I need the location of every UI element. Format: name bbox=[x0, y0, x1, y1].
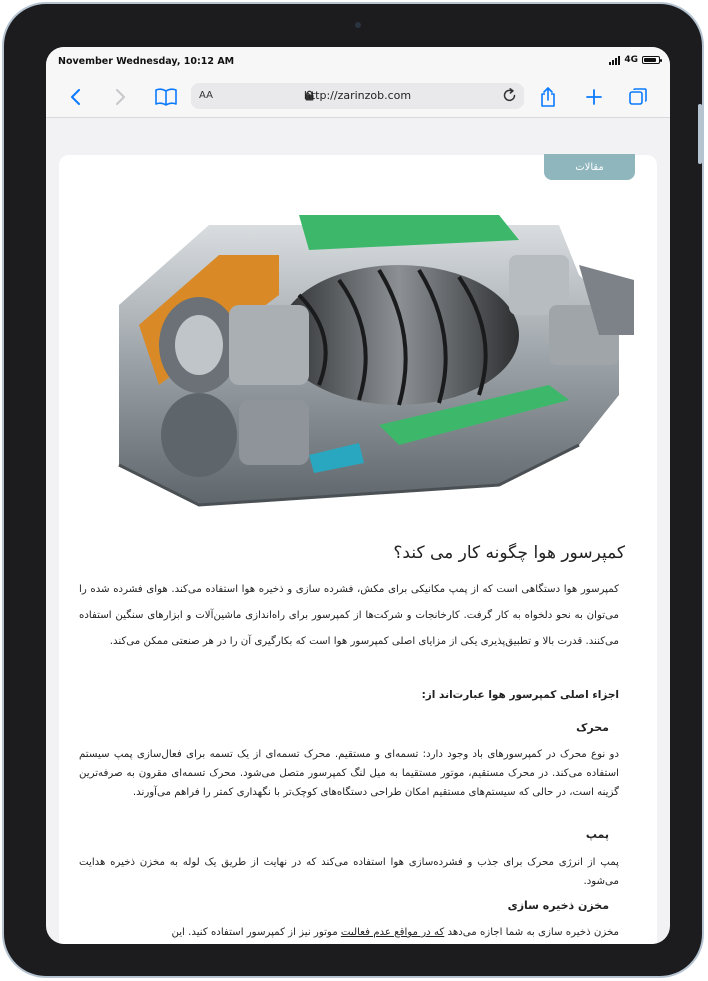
parts-heading: اجزاء اصلی کمپرسور هوا عبارت‌اند از: bbox=[421, 689, 619, 701]
plus-icon bbox=[586, 89, 602, 105]
tank-text-start: مخزن ذخیره سازی به شما اجازه می‌دهد bbox=[444, 927, 619, 938]
section-heading-tank: مخزن ذخیره سازی bbox=[507, 899, 609, 912]
category-badge[interactable]: مقالات bbox=[544, 154, 635, 180]
address-bar[interactable] bbox=[191, 83, 524, 109]
section-body-pump: پمپ از انرژی محرک برای جذب و فشرده‌سازی هوا استفاده می‌کند که در نهایت از طریق یک لوله به مخزن ذخیره هدایت می‌شود. bbox=[79, 857, 619, 887]
status-indicators bbox=[609, 55, 660, 65]
back-button[interactable] bbox=[62, 83, 90, 111]
hero-image bbox=[79, 185, 639, 515]
compressor-illustration bbox=[79, 185, 639, 515]
reload-icon[interactable] bbox=[502, 88, 517, 103]
article-intro: کمپرسور هوا دستگاهی است که از پمپ مکانیکی برای مکش، فشرده سازی و ذخیره هوا استفاده می‌کند. هوای فشرده شده را می‌توان به نحو دلخواه به کار گرفت. کارخانجات و شرکت‌ها از کمپرسور برای راه‌اندازی ماشین‌آلات و ابزارهای سنگین استفاده می‌کنند. قدرت بالا و تطبیق‌پذیری یکی از مزایای اصلی کمپرسور هوا است که بکارگیری آن را در هر صنعتی ممکن می‌کند. bbox=[79, 584, 619, 647]
battery-icon bbox=[642, 56, 660, 64]
tabs-icon bbox=[629, 88, 647, 106]
new-tab-button[interactable] bbox=[580, 83, 608, 111]
tank-text-end: موتور نیز از کمپرسور استفاده کنید. این bbox=[171, 927, 341, 938]
front-camera bbox=[355, 22, 361, 28]
signal-icon bbox=[609, 56, 620, 65]
browser-toolbar bbox=[46, 77, 670, 118]
bookmarks-button[interactable] bbox=[152, 83, 180, 111]
tabs-button[interactable] bbox=[624, 83, 652, 111]
side-button bbox=[698, 104, 702, 164]
ipad-frame bbox=[2, 2, 704, 978]
article-card bbox=[59, 155, 657, 944]
share-icon bbox=[540, 87, 556, 107]
forward-button[interactable] bbox=[106, 83, 134, 111]
section-body-tank bbox=[79, 923, 619, 942]
book-icon bbox=[155, 88, 177, 106]
chevron-left-icon bbox=[69, 89, 83, 105]
chevron-right-icon bbox=[113, 89, 127, 105]
tank-text-underlined: که در مواقع عدم فعالیت bbox=[340, 927, 445, 938]
section-body-drive: دو نوع محرک در کمپرسورهای باد وجود دارد: تسمه‌ای و مستقیم. محرک تسمه‌ای از یک تسمه برای فعال‌سازی پمپ سیستم استفاده می‌کند. در محرک مستقیم، موتور مستقیما به میل لنگ کمپرسور متصل می‌شود. محرک تسمه‌ای مقرون به صرفه‌ترین گزینه است، در حالی که سیستم‌های مستقیم امکان طراحی دستگاه‌های کوچک‌تر با نگهداری کمتر را فراهم می‌آورند. bbox=[79, 749, 619, 798]
article-title: کمپرسور هوا چگونه کار می کند؟ bbox=[393, 543, 625, 563]
text-size-button[interactable]: AA bbox=[199, 90, 213, 101]
section-heading-pump: پمپ bbox=[585, 828, 609, 841]
url-text: http://zarinzob.com bbox=[303, 89, 412, 102]
section-heading-drive: محرک bbox=[576, 721, 609, 734]
screen bbox=[46, 47, 670, 944]
network-label: 4G bbox=[624, 55, 638, 65]
status-time: November Wednesday, 10:12 AM bbox=[58, 56, 235, 67]
status-bar bbox=[46, 47, 670, 77]
share-button[interactable] bbox=[534, 83, 562, 111]
